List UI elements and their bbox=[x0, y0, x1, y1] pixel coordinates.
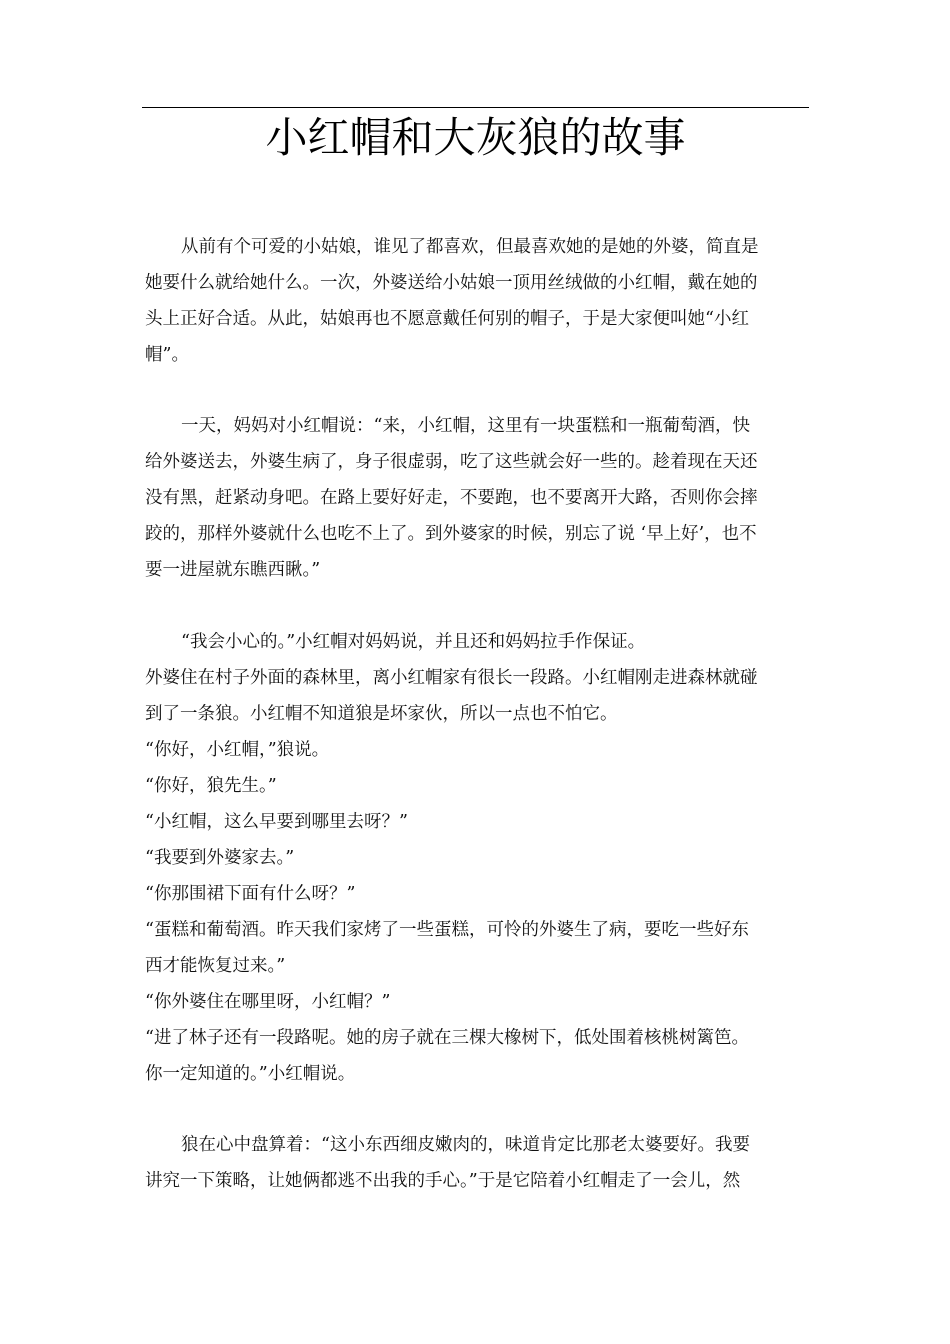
dialogue-line: “你好，狼先生。” bbox=[145, 776, 277, 796]
dialogue-line: 西才能恢复过来。” bbox=[145, 956, 286, 976]
paragraph-line: 狼在心中盘算着：“这小东西细皮嫩肉的，味道肯定比那老太婆要好。我要 bbox=[181, 1135, 750, 1155]
paragraph-line: 帽”。 bbox=[145, 345, 189, 365]
dialogue-line: “蛋糕和葡萄酒。昨天我们家烤了一些蛋糕，可怜的外婆生了病，要吃一些好东 bbox=[145, 920, 749, 940]
paragraph-2 bbox=[145, 408, 810, 588]
paragraph-line: “我会小心的。”小红帽对妈妈说，并且还和妈妈拉手作保证。 bbox=[181, 632, 646, 652]
paragraph-line: 要一进屋就东瞧西瞅。” bbox=[145, 560, 321, 580]
paragraph-line: 给外婆送去，外婆生病了，身子很虚弱，吃了这些就会好一些的。趁着现在天还 bbox=[145, 452, 758, 472]
dialogue-line: “我要到外婆家去。” bbox=[145, 848, 295, 868]
dialogue-line: “你那围裙下面有什么呀？” bbox=[145, 884, 356, 904]
header-rule bbox=[142, 107, 809, 108]
paragraph-line: 她要什么就给她什么。一次，外婆送给小姑娘一顶用丝绒做的小红帽，戴在她的 bbox=[145, 273, 758, 293]
paragraph-line: 外婆住在村子外面的森林里，离小红帽家有很长一段路。小红帽刚走进森林就碰 bbox=[145, 668, 758, 688]
dialogue-line: 你一定知道的。”小红帽说。 bbox=[145, 1064, 356, 1084]
paragraph-1 bbox=[145, 229, 810, 373]
paragraph-line: 跤的，那样外婆就什么也吃不上了。到外婆家的时候，别忘了说 ‘早上好’，也不 bbox=[145, 524, 757, 544]
paragraph-line: 没有黑，赶紧动身吧。在路上要好好走，不要跑，也不要离开大路，否则你会摔 bbox=[145, 488, 758, 508]
paragraph-line: 一天，妈妈对小红帽说：“来，小红帽，这里有一块蛋糕和一瓶葡萄酒，快 bbox=[181, 416, 750, 436]
paragraph-line: 头上正好合适。从此，姑娘再也不愿意戴任何别的帽子，于是大家便叫她“小红 bbox=[145, 309, 749, 329]
dialogue-line: “你外婆住在哪里呀，小红帽？” bbox=[145, 992, 391, 1012]
paragraph-line: 到了一条狼。小红帽不知道狼是坏家伙，所以一点也不怕它。 bbox=[145, 704, 618, 724]
paragraph-line: 从前有个可爱的小姑娘，谁见了都喜欢，但最喜欢她的是她的外婆，简直是 bbox=[181, 237, 759, 257]
paragraph-3 bbox=[145, 624, 810, 1092]
dialogue-line: “小红帽，这么早要到哪里去呀？” bbox=[145, 812, 408, 832]
document-title: 小红帽和大灰狼的故事 bbox=[265, 113, 686, 162]
dialogue-line: “你好，小红帽，”狼说。 bbox=[145, 740, 330, 760]
paragraph-4 bbox=[145, 1127, 810, 1199]
dialogue-line: “进了林子还有一段路呢。她的房子就在三棵大橡树下，低处围着核桃树篱笆。 bbox=[145, 1028, 749, 1048]
paragraph-line: 讲究一下策略，让她俩都逃不出我的手心。”于是它陪着小红帽走了一会儿，然 bbox=[145, 1171, 741, 1191]
